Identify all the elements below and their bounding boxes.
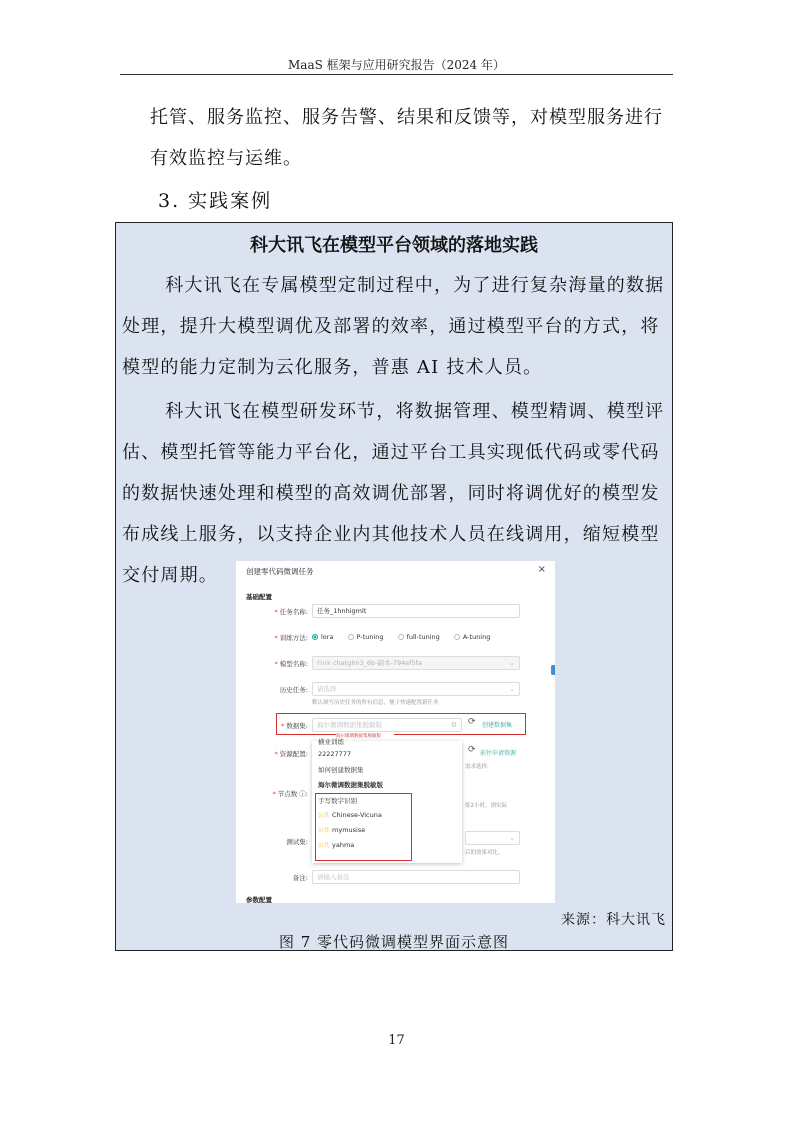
- intro-paragraph: 托管、服务监控、服务告警、结果和反馈等，对模型服务进行有效监控与运维。: [150, 107, 663, 169]
- test-set-select[interactable]: [465, 831, 520, 845]
- radio-lora[interactable]: lora: [312, 633, 333, 641]
- chevron-down-icon: ⌄: [509, 659, 515, 667]
- radio-p-tuning[interactable]: P-tuning: [348, 633, 384, 641]
- dataset-option[interactable]: 公共 yahma: [318, 841, 355, 849]
- radio-a-tuning[interactable]: A-tuning: [454, 633, 491, 641]
- close-icon[interactable]: ×: [537, 564, 546, 575]
- figure-caption: 图 7 零代码微调模型界面示意图: [278, 933, 510, 951]
- params-config-heading: 参数配置: [246, 896, 272, 903]
- dataset-option[interactable]: 手写数字识别: [318, 797, 357, 805]
- remark-label: 备注:: [292, 874, 308, 882]
- apply-resource-link[interactable]: 前往申请资源: [480, 750, 517, 757]
- header-rule: [120, 74, 673, 75]
- settings-icon: ⚙: [450, 721, 457, 729]
- resource-hint: 需求选择。: [465, 764, 493, 770]
- chevron-down-icon: ⌄: [509, 834, 515, 842]
- dataset-option[interactable]: 公共 mymusise: [318, 826, 366, 834]
- scroll-marker: [551, 665, 555, 675]
- case-paragraph-2: 科大讯飞在模型研发环节，将数据管理、模型精调、模型评估、模型托管等能力平台化，通过平台工具实现低代码或零代码的数据快速处理和模型的高效调优部署，同时将调优好的模型发布成线上服务，以支持企业内其他技术人员在线调用，缩短模型交付周期。: [122, 401, 665, 586]
- dataset-select[interactable]: 海尔微调数据集脱敏版 ⚙: [312, 718, 462, 732]
- train-method-radio-group: [312, 633, 502, 641]
- test-set-label: 测试集:: [286, 838, 308, 846]
- refresh-icon[interactable]: ⟳: [468, 745, 476, 755]
- nodes-label: * 节点数 ⓘ:: [272, 790, 308, 798]
- model-name-label: * 模型名称:: [274, 660, 308, 668]
- page-number: 17: [388, 1033, 405, 1048]
- history-task-hint: 默认填写历史任务的所有信息，便于快速配置新任务: [312, 700, 439, 706]
- dataset-option[interactable]: 横业训练: [318, 738, 344, 746]
- history-task-select[interactable]: 请选择 ⌄: [312, 682, 520, 696]
- dataset-option[interactable]: 如何创建数据集: [318, 766, 364, 774]
- dataset-option[interactable]: 22227777: [318, 750, 352, 758]
- refresh-icon[interactable]: ⟳: [468, 717, 476, 727]
- create-dataset-link[interactable]: 创建数据集: [482, 722, 513, 729]
- dataset-option[interactable]: 海尔微调数据集脱敏版: [318, 781, 383, 789]
- model-name-select[interactable]: [312, 656, 520, 670]
- model-fork-tag: Fork: [317, 659, 331, 667]
- running-header: MaaS 框架与应用研究报告（2024 年）: [288, 58, 505, 72]
- resource-label: * 资源配置:: [274, 750, 308, 758]
- fine-tune-dialog-screenshot: [236, 561, 555, 903]
- test-set-hint: 后的效果对比。: [465, 850, 504, 856]
- dataset-dropdown: [312, 738, 462, 863]
- dataset-tooltip: 海尔微调数据集脱敏版: [336, 733, 394, 741]
- history-task-label: 历史任务:: [279, 686, 308, 694]
- task-name-input[interactable]: 任务_1hnhigmlt: [312, 604, 520, 618]
- dataset-label: * 数据集:: [281, 722, 308, 730]
- dataset-option[interactable]: 公共 Chinese-Vicuna: [318, 811, 382, 819]
- basic-config-heading: 基础配置: [246, 593, 272, 601]
- dialog-title: 创建零代码微调任务: [246, 567, 314, 576]
- nodes-hint: 练2小时，则实际: [465, 803, 507, 809]
- radio-full-tuning[interactable]: full-tuning: [398, 633, 440, 641]
- chevron-down-icon: ⌄: [509, 685, 515, 693]
- remark-input[interactable]: 请输入备注: [312, 870, 520, 884]
- model-name-value: chatglm3_6b-副本-794ef5fa: [333, 659, 422, 667]
- figure-source: 来源：科大讯飞: [561, 912, 666, 928]
- case-study-box: [115, 222, 673, 951]
- case-paragraph-1: 科大讯飞在专属模型定制过程中，为了进行复杂海量的数据处理，提升大模型调优及部署的效率，通过模型平台的方式，将模型的能力定制为云化服务，普惠 AI 技术人员。: [122, 275, 665, 378]
- section-heading: 3. 实践案例: [158, 190, 273, 212]
- case-title: 科大讯飞在模型平台领域的落地实践: [250, 235, 538, 256]
- train-method-label: * 训练方法:: [274, 634, 308, 642]
- task-name-label: * 任务名称:: [274, 608, 308, 616]
